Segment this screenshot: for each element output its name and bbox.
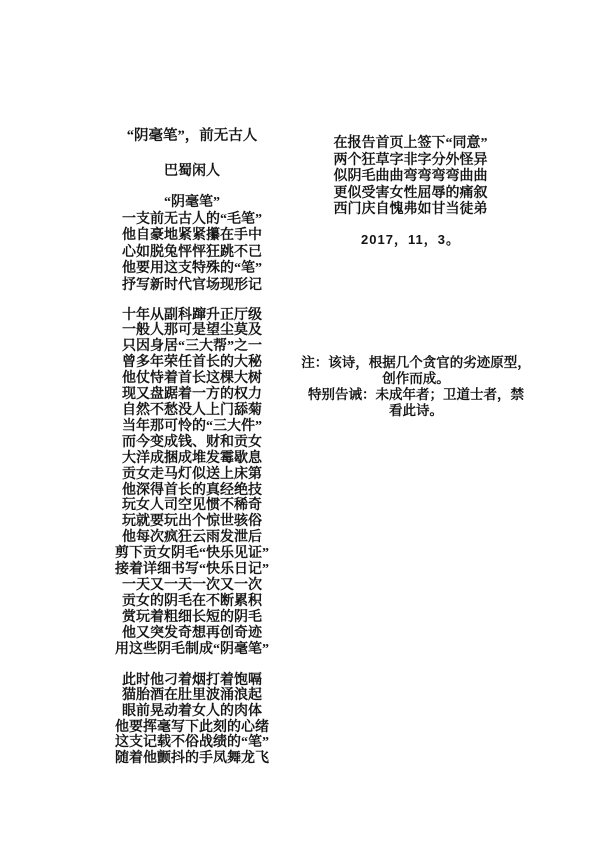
poem-stanza-3 [72,673,312,767]
poem-line: “阴毫笔” [164,195,220,210]
poem-author: 巴蜀闲人 [164,164,220,179]
poem-line: 贡女走马灯似送上床第 [122,466,262,482]
poem-line: 只因身居“三大帮”之一 [122,339,262,355]
poem-line: 猫胎酒在肚里波涌浪起 [122,688,262,704]
poem-line: 曾多年荣任首长的大秘 [122,355,262,371]
poem-line: 在报告首页上签下“同意” [333,136,488,151]
note-line: 注：该诗，根据几个贪官的劣迹原型， [301,354,531,370]
note-line: 看此诗。 [389,402,443,418]
poem-line: 现又盘踞着一方的权力 [122,387,262,403]
poem-line: 他要用这支特殊的“笔” [122,261,262,277]
poem-line: 剪下贡女阴毛“快乐见证” [115,546,269,562]
poem-line: 十年从副科蹿升正厅级 [122,307,262,323]
poem-stanza-right [298,136,523,219]
poem-line: 用这些阴毛制成“阴毫笔” [115,641,269,657]
poem-line: 当年那可怜的“三大件” [122,418,262,434]
poem-line: 大洋成捆成堆发霉歇息 [122,450,262,466]
poem-line: 玩就要玩出个惊世骇俗 [122,514,262,530]
poem-line: 一支前无古人的“毛笔” [122,211,262,227]
poem-line: 他又突发奇想再创奇迹 [122,625,262,641]
poem-line: 心如脱兔怦怦狂跳不已 [122,244,262,260]
poem-date: 2017，11，3。 [361,231,460,247]
poem-line: 一般人那可是望尘莫及 [122,323,262,339]
poem-line: 他自豪地紧紧攥在手中 [122,228,262,244]
poem-line: 似阴毛曲曲弯弯弯弯曲曲 [333,169,488,184]
left-column [72,128,312,767]
poem-stanza-2 [72,308,312,658]
poem-line: 自然不愁没人上门舔菊 [122,403,262,418]
poem-line: 玩女人司空见惯不稀奇 [122,498,262,514]
poem-line: 西门庆自愧弗如甘当徒弟 [333,202,488,217]
poem-line: 此时他刁着烟打着饱嗝 [122,672,262,688]
poem-line: 他仗恃着首长这棵大树 [122,371,262,387]
poem-line: 两个狂草字非字分外怪异 [333,152,488,168]
poem-line: 更似受害女性屈辱的痛叙 [333,185,488,201]
poem-line: 他每次疯狂云雨发泄后 [122,530,262,546]
poem-line: 而今变成钱、财和贡女 [122,434,262,450]
poem-line: 接着详细书写“快乐日记” [115,562,269,578]
poem-line: 这支记载不俗战绩的“笔” [115,735,269,751]
poem-line: 贡女的阴毛在不断累积 [122,593,262,609]
poem-line: 他深得首长的真经绝技 [122,482,262,498]
right-column [298,136,531,419]
note-line: 创作而成。 [382,370,450,386]
poem-stanza-1 [72,195,312,295]
poem-line: 一天又一天一次又一次 [122,577,262,593]
poem-line: 眼前晃动着女人的肉体 [122,703,262,719]
poem-line: 他要挥毫写下此刻的心绪 [115,719,269,735]
poem-title: “阴毫笔”，前无古人 [126,128,258,144]
note-line: 特别告诫：未成年者；卫道士者，禁 [308,386,524,402]
poem-line: 抒写新时代官场现形记 [122,277,262,293]
poem-line: 随着他颤抖的手凤舞龙飞 [115,751,269,767]
poem-line: 赏玩着粗细长短的阴毛 [122,609,262,625]
note-block [292,355,540,419]
